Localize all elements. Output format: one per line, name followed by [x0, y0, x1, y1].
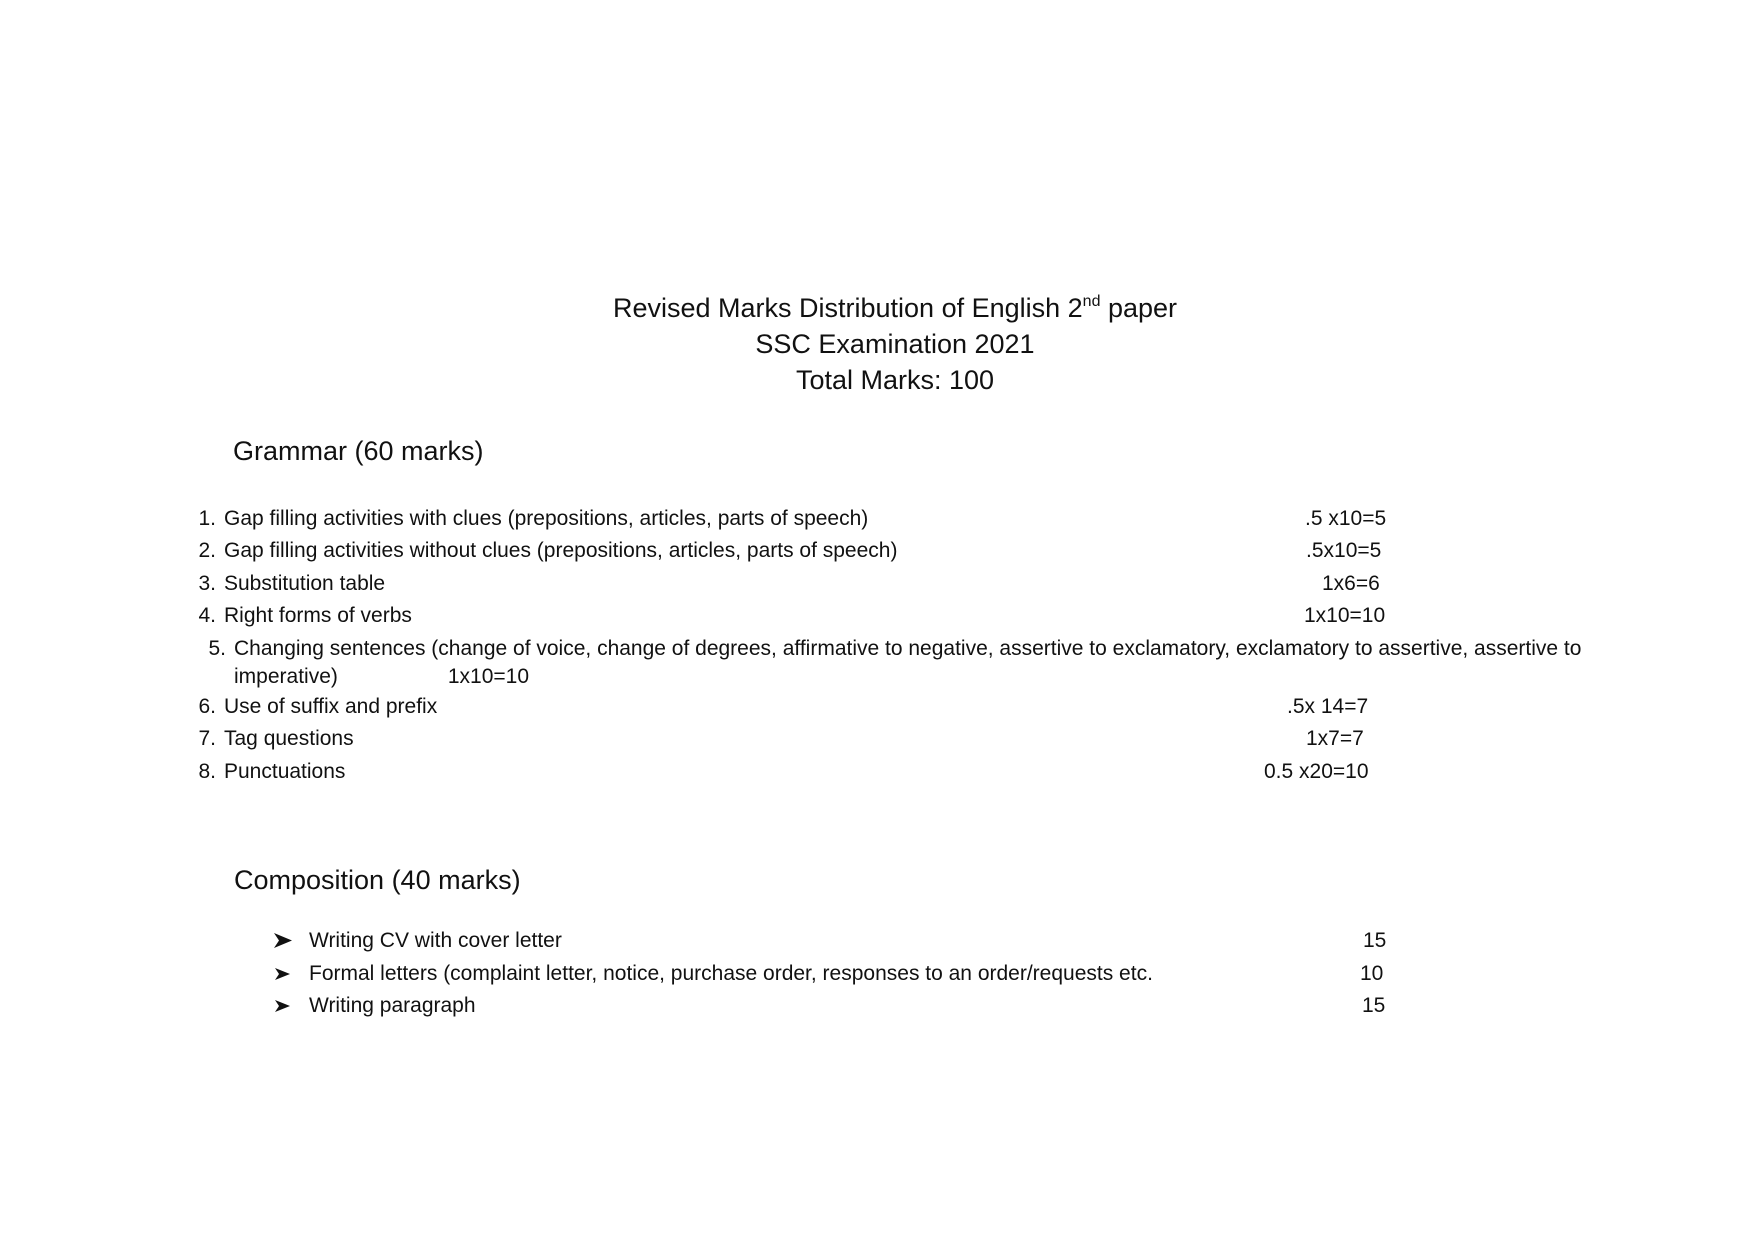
item-number: 2.	[198, 539, 216, 562]
arrowhead-bullet-icon	[272, 927, 294, 955]
item-marks: .5 x10=5	[1305, 507, 1387, 530]
item-text: Punctuations	[224, 760, 346, 783]
item-number: 7.	[198, 727, 216, 750]
item-number: 6.	[198, 695, 216, 718]
item-marks: 1x6=6	[1322, 572, 1380, 595]
item-text: Writing CV with cover letter	[309, 929, 562, 952]
item-marks: 1x10=10	[447, 665, 530, 688]
item-text: Changing sentences (change of voice, change of degrees, affirmative to negative, assertive to exclamatory, exclamatory to assertive, assertive to imperative)	[234, 637, 1582, 688]
grammar-heading: Grammar (60 marks)	[233, 436, 484, 466]
item-marks: .5x10=5	[1306, 539, 1382, 562]
item-marks: .5x 14=7	[1287, 695, 1369, 718]
item-marks: 10	[1360, 962, 1384, 985]
item-marks: 15	[1362, 994, 1386, 1017]
item-number: 8.	[198, 760, 216, 783]
item-marks: 1x10=10	[1304, 604, 1386, 627]
composition-heading: Composition (40 marks)	[234, 865, 521, 895]
item-text: Gap filling activities with clues (prepositions, articles, parts of speech)	[224, 507, 869, 530]
item-text: Gap filling activities without clues (prepositions, articles, parts of speech)	[224, 539, 898, 562]
item-text: Use of suffix and prefix	[224, 695, 438, 718]
item-text: Substitution table	[224, 572, 386, 595]
item-number: 5.	[208, 637, 226, 660]
item-marks: 0.5 x20=10	[1264, 760, 1369, 783]
item-text-wrapper	[234, 635, 1614, 691]
item-number: 3.	[198, 572, 216, 595]
title-superscript: nd	[1082, 293, 1101, 310]
item-marks: 15	[1363, 929, 1387, 952]
exam-name: SSC Examination 2021	[755, 329, 1035, 359]
title-prefix: Revised Marks Distribution of English 2	[612, 293, 1083, 323]
item-text: Tag questions	[224, 727, 354, 750]
item-text: Formal letters (complaint letter, notice, purchase order, responses to an order/requests etc.	[309, 962, 1153, 985]
arrowhead-bullet-icon	[272, 992, 294, 1020]
item-marks: 1x7=7	[1306, 727, 1364, 750]
arrowhead-bullet-icon	[272, 960, 294, 988]
title-suffix: paper	[1100, 293, 1178, 323]
item-number: 1.	[198, 507, 216, 530]
item-text: Right forms of verbs	[224, 604, 412, 627]
item-text: Writing paragraph	[309, 994, 476, 1017]
total-marks: Total Marks: 100	[795, 365, 995, 395]
document-title-block	[0, 290, 1754, 398]
item-number: 4.	[198, 604, 216, 627]
document-title	[0, 290, 1754, 326]
